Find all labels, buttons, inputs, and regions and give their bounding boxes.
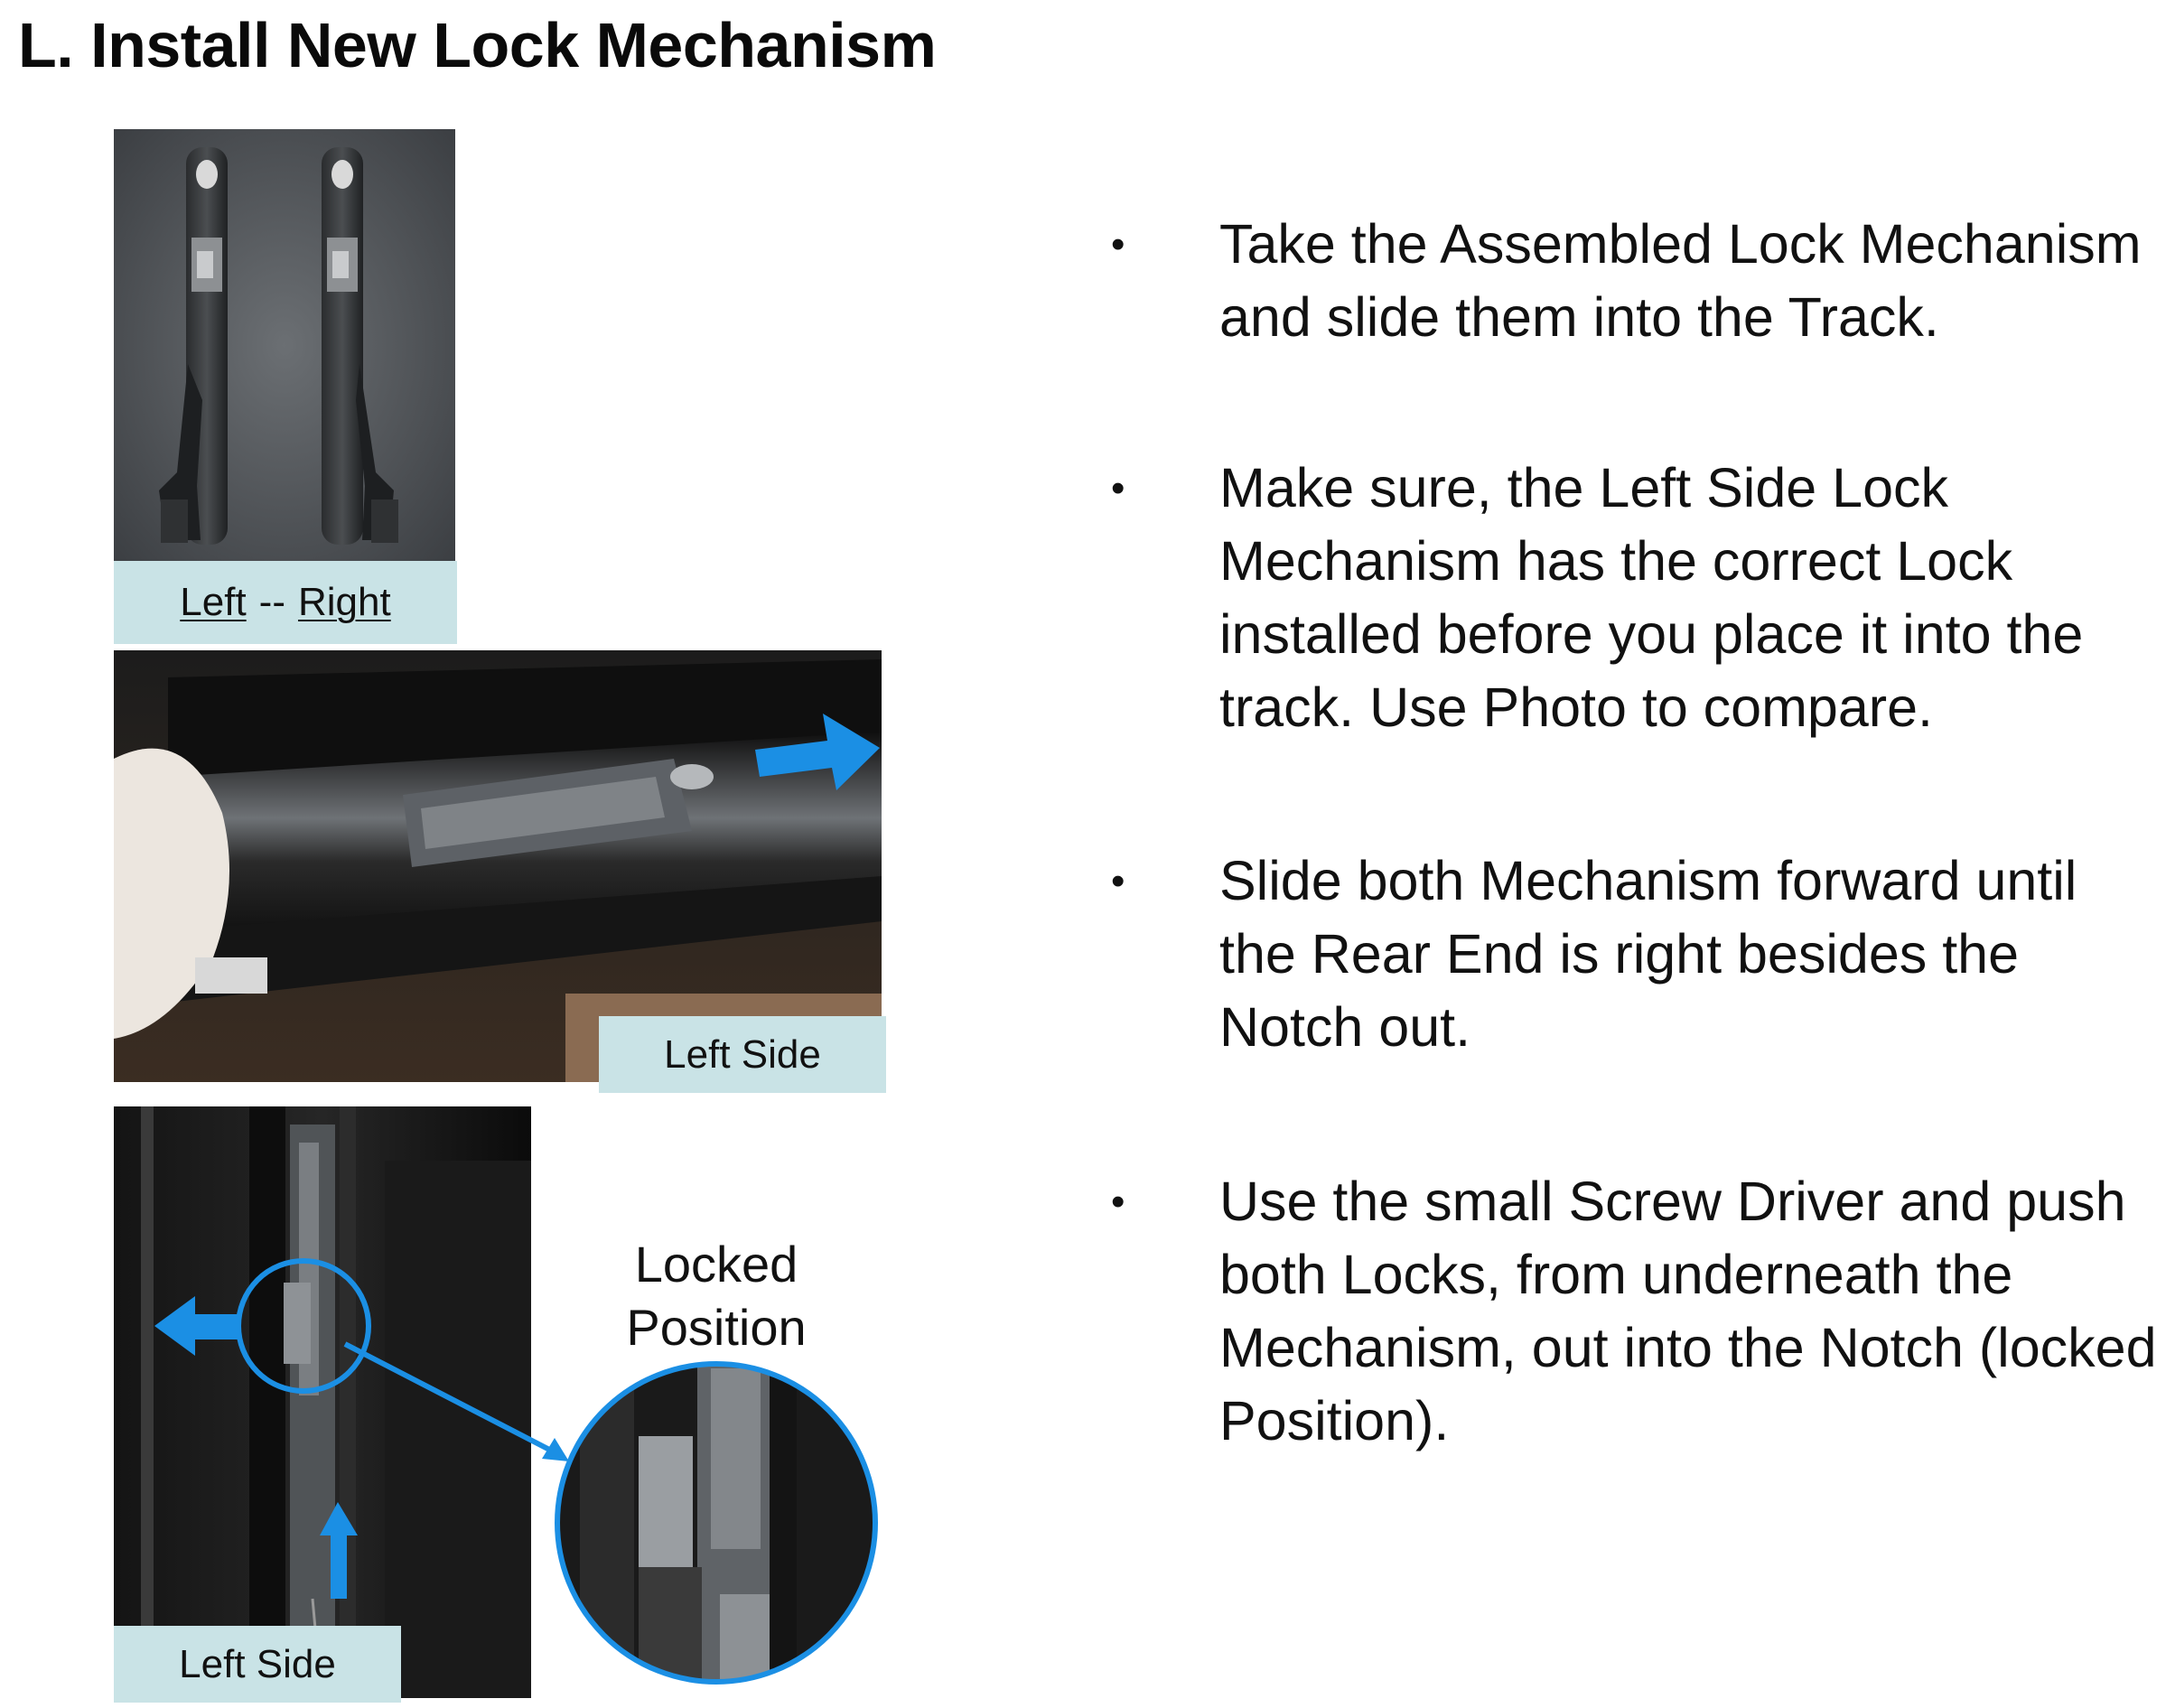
instruction-text: Take the Assembled Lock Mechanism and slide them into the Track. (1219, 213, 2142, 348)
bullet-dot: • (1111, 859, 1125, 903)
caption-right-label: Right (297, 580, 391, 624)
instruction-text: Slide both Mechanism forward until the Rear End is right besides the Notch out. (1219, 850, 2077, 1058)
locked-label-line2: Position (626, 1299, 807, 1356)
bullet-dot: • (1111, 1180, 1125, 1224)
caption-left-label: Left (180, 580, 247, 624)
photo3-caption: Left Side (114, 1626, 401, 1703)
instruction-text: Make sure, the Left Side Lock Mechanism has the correct Lock installed before you place it into the track. Use Photo to compare. (1219, 457, 2084, 738)
photo2-caption: Left Side (599, 1016, 886, 1093)
zoom-callout (553, 1359, 880, 1686)
instruction-text: Use the small Screw Driver and push both Locks, from underneath the Mechanism, out into the Notch (locked Position). (1219, 1171, 2157, 1451)
callout-connector (343, 1337, 578, 1472)
lock-parts-photo (114, 129, 455, 561)
page-title: L. Install New Lock Mechanism (18, 10, 937, 80)
photo1-caption (114, 561, 457, 644)
locked-position-label (603, 1233, 829, 1359)
caption-separator: -- (258, 580, 285, 624)
bullet-dot: • (1111, 466, 1125, 510)
locked-label-line1: Locked (634, 1236, 798, 1293)
bullet-dot: • (1111, 222, 1125, 266)
